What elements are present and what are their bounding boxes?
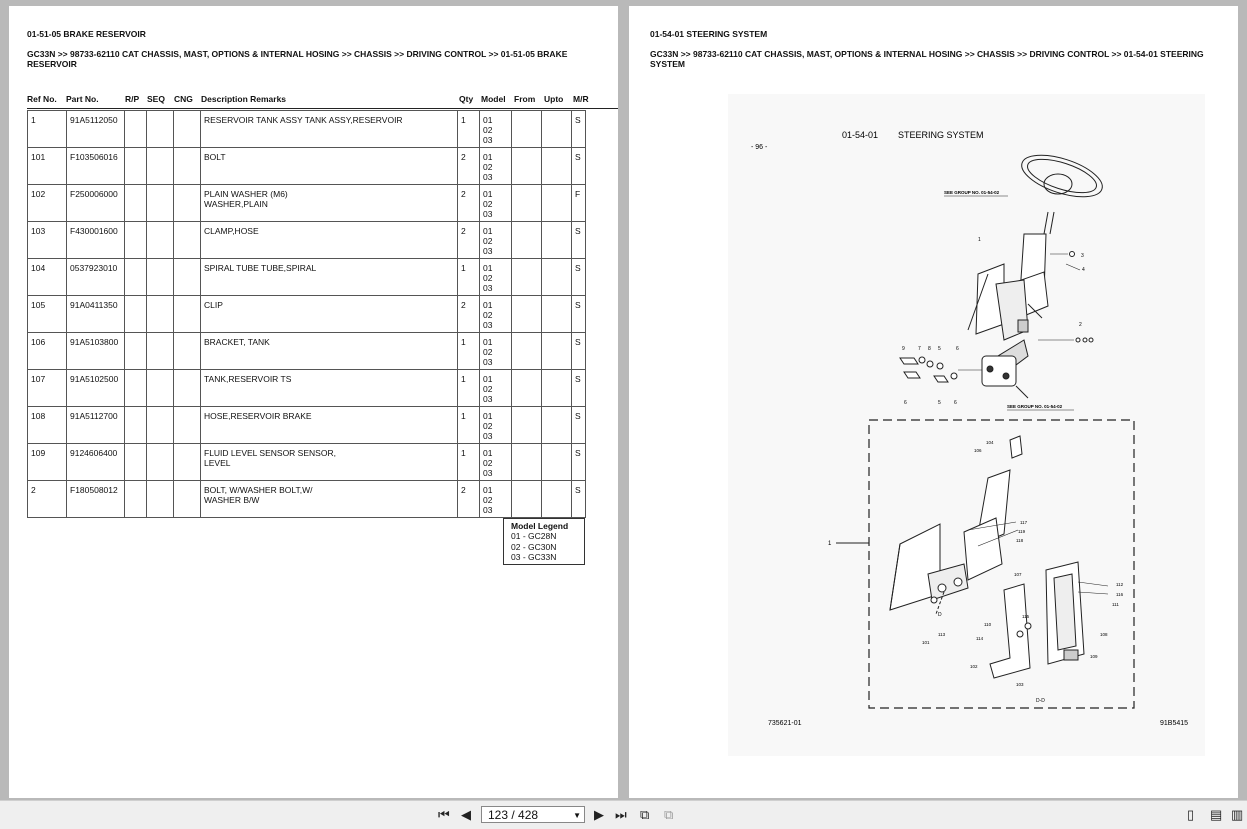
row-ref-no: 2 (28, 481, 67, 518)
callout: 106 (974, 448, 982, 453)
row-mr: S (572, 222, 586, 259)
callout: 116 (1116, 592, 1124, 597)
parts-table (27, 110, 586, 518)
section-label: D-D (1036, 698, 1045, 704)
cover-view-icon[interactable]: ▥ (1231, 807, 1244, 822)
col-seq: SEQ (147, 94, 165, 104)
col-from: From (514, 94, 536, 104)
row-upto (542, 370, 572, 407)
row-qty: 2 (458, 222, 480, 259)
row-qty: 1 (458, 259, 480, 296)
row-ref-no: 102 (28, 185, 67, 222)
callout: 1 (978, 237, 981, 243)
row-from (512, 444, 542, 481)
row-cng (174, 111, 201, 148)
callout: 6 (956, 346, 959, 352)
callout: 101 (922, 640, 930, 645)
row-upto (542, 444, 572, 481)
table-row (28, 407, 586, 444)
row-upto (542, 296, 572, 333)
row-rp (125, 111, 147, 148)
figure-page-number: - 96 - (751, 144, 768, 151)
table-row (28, 148, 586, 185)
row-cng (174, 407, 201, 444)
callout: 1 (828, 541, 832, 547)
page-indicator: 123 / 428 (488, 808, 539, 822)
row-seq (147, 444, 174, 481)
callout: 113 (938, 632, 946, 637)
continuous-view-icon[interactable]: ⧉ (640, 807, 650, 822)
row-models: 01 02 03 (480, 407, 512, 444)
row-cng (174, 444, 201, 481)
two-page-view-icon[interactable]: ▤ (1210, 807, 1223, 822)
figure-ref-left: 735621-01 (768, 720, 802, 727)
row-cng (174, 148, 201, 185)
chevron-down-icon: ▼ (573, 811, 581, 820)
row-from (512, 259, 542, 296)
row-models: 01 02 03 (480, 148, 512, 185)
row-cng (174, 333, 201, 370)
col-mr: M/R (573, 94, 589, 104)
row-part-no: F430001600 (67, 222, 125, 259)
row-description: TANK,RESERVOIR TS (201, 370, 458, 407)
table-row (28, 222, 586, 259)
row-cng (174, 370, 201, 407)
model-legend-item: 02 - GC30N (511, 541, 557, 552)
row-upto (542, 111, 572, 148)
row-ref-no: 106 (28, 333, 67, 370)
table-row (28, 481, 586, 518)
callout: 4 (1082, 267, 1085, 273)
row-from (512, 111, 542, 148)
col-part-no: Part No. (66, 94, 99, 104)
row-rp (125, 333, 147, 370)
row-from (512, 148, 542, 185)
callout: 9 (902, 346, 905, 352)
row-part-no: 9124606400 (67, 444, 125, 481)
row-ref-no: 103 (28, 222, 67, 259)
row-ref-no: 109 (28, 444, 67, 481)
callout: 115 (1022, 614, 1030, 619)
row-mr: S (572, 370, 586, 407)
row-models: 01 02 03 (480, 222, 512, 259)
row-part-no: 91A5103800 (67, 333, 125, 370)
callout: 110 (984, 622, 992, 627)
row-seq (147, 481, 174, 518)
row-upto (542, 185, 572, 222)
callout: 117 (1020, 520, 1028, 525)
row-description: CLIP (201, 296, 458, 333)
row-description: BOLT, W/WASHER BOLT,W/ WASHER B/W (201, 481, 458, 518)
row-seq (147, 222, 174, 259)
col-rp: R/P (125, 94, 140, 104)
callout: 103 (1016, 682, 1024, 687)
row-part-no: 91A5102500 (67, 370, 125, 407)
row-qty: 2 (458, 481, 480, 518)
right-page-heading: 01-54-01 STEERING SYSTEM (650, 29, 768, 39)
row-cng (174, 185, 201, 222)
row-upto (542, 407, 572, 444)
page-number-select[interactable] (481, 806, 585, 823)
next-page-icon[interactable]: ▶ (594, 807, 604, 822)
row-from (512, 296, 542, 333)
last-page-icon[interactable]: ⏭ (615, 807, 627, 822)
row-mr: S (572, 296, 586, 333)
row-description: HOSE,RESERVOIR BRAKE (201, 407, 458, 444)
row-models: 01 02 03 (480, 259, 512, 296)
single-page-view-icon[interactable]: ▯ (1187, 807, 1195, 822)
callout: 119 (1018, 529, 1026, 534)
model-legend-title: Model Legend (511, 521, 569, 531)
row-qty: 1 (458, 370, 480, 407)
row-rp (125, 481, 147, 518)
row-rp (125, 370, 147, 407)
table-row (28, 185, 586, 222)
header-rule (27, 108, 618, 109)
row-ref-no: 1 (28, 111, 67, 148)
row-models: 01 02 03 (480, 444, 512, 481)
row-rp (125, 222, 147, 259)
row-description: CLAMP,HOSE (201, 222, 458, 259)
callout: 118 (1016, 538, 1024, 543)
row-part-no: F250006000 (67, 185, 125, 222)
row-qty: 1 (458, 444, 480, 481)
row-ref-no: 108 (28, 407, 67, 444)
row-seq (147, 259, 174, 296)
row-description: BRACKET, TANK (201, 333, 458, 370)
row-rp (125, 259, 147, 296)
col-upto: Upto (544, 94, 564, 104)
callout: 6 (904, 400, 907, 406)
row-cng (174, 296, 201, 333)
table-row (28, 333, 586, 370)
first-page-icon[interactable]: ⏮ (438, 807, 450, 822)
row-rp (125, 407, 147, 444)
row-ref-no: 105 (28, 296, 67, 333)
row-mr: S (572, 259, 586, 296)
figure-code: 01-54-01 (842, 130, 879, 140)
row-ref-no: 101 (28, 148, 67, 185)
row-models: 01 02 03 (480, 111, 512, 148)
left-breadcrumb-path: GC33N >> 98733-62110 CAT CHASSIS, MAST, OPTIONS & INTERNAL HOSING >> CHASSIS >> DRIVING CONTROL >> 01-51-05 BRAKE RESERVOIR (27, 49, 568, 69)
viewer-toolbar (0, 800, 1247, 829)
row-part-no: F103506016 (67, 148, 125, 185)
row-rp (125, 185, 147, 222)
left-page-heading: 01-51-05 BRAKE RESERVOIR (27, 29, 146, 39)
col-description: Description Remarks (201, 94, 287, 104)
row-upto (542, 259, 572, 296)
row-description: BOLT (201, 148, 458, 185)
row-description: FLUID LEVEL SENSOR SENSOR, LEVEL (201, 444, 458, 481)
row-description: RESERVOIR TANK ASSY TANK ASSY,RESERVOIR (201, 111, 458, 148)
row-from (512, 333, 542, 370)
row-ref-no: 107 (28, 370, 67, 407)
prev-page-icon[interactable]: ◀ (461, 807, 471, 822)
row-mr: S (572, 111, 586, 148)
row-seq (147, 185, 174, 222)
row-mr: S (572, 407, 586, 444)
row-part-no: F180508012 (67, 481, 125, 518)
row-part-no: 0537923010 (67, 259, 125, 296)
row-seq (147, 148, 174, 185)
col-ref-no: Ref No. (27, 94, 57, 104)
row-part-no: 91A0411350 (67, 296, 125, 333)
row-qty: 2 (458, 185, 480, 222)
table-row (28, 370, 586, 407)
callout: 107 (1014, 572, 1022, 577)
row-ref-no: 104 (28, 259, 67, 296)
steering-column-drawing (900, 234, 1093, 398)
callout: 5 (938, 400, 941, 406)
callout: 7 (918, 346, 921, 352)
callout: 5 (938, 346, 941, 352)
row-models: 01 02 03 (480, 296, 512, 333)
row-rp (125, 148, 147, 185)
row-from (512, 481, 542, 518)
row-qty: 1 (458, 111, 480, 148)
table-row (28, 259, 586, 296)
figure-ref-right: 91B5415 (1160, 720, 1189, 727)
row-from (512, 185, 542, 222)
right-page (629, 6, 1238, 798)
row-models: 01 02 03 (480, 333, 512, 370)
row-seq (147, 111, 174, 148)
see-group-label-1: SEE GROUP NO. 01-54-02 (944, 190, 1000, 195)
steering-wheel-drawing (1017, 147, 1107, 234)
row-seq (147, 333, 174, 370)
row-mr: S (572, 444, 586, 481)
table-row (28, 111, 586, 148)
model-legend (503, 518, 585, 565)
row-rp (125, 296, 147, 333)
row-qty: 2 (458, 296, 480, 333)
col-model: Model (481, 94, 506, 104)
callout: 109 (1090, 654, 1098, 659)
row-models: 01 02 03 (480, 185, 512, 222)
callout: 6 (954, 400, 957, 406)
row-mr: S (572, 148, 586, 185)
row-upto (542, 333, 572, 370)
table-row (28, 444, 586, 481)
callout: 8 (928, 346, 931, 352)
figure-title: STEERING SYSTEM (898, 130, 984, 140)
model-legend-item: 03 - GC33N (511, 551, 557, 562)
row-models: 01 02 03 (480, 481, 512, 518)
see-group-label-2: SEE GROUP NO. 01-54-02 (1007, 404, 1063, 409)
model-legend-item: 01 - GC28N (511, 531, 557, 542)
row-description: PLAIN WASHER (M6) WASHER,PLAIN (201, 185, 458, 222)
table-row (28, 296, 586, 333)
row-seq (147, 370, 174, 407)
row-cng (174, 259, 201, 296)
row-mr: F (572, 185, 586, 222)
callout: D (938, 612, 942, 618)
row-models: 01 02 03 (480, 370, 512, 407)
row-qty: 1 (458, 333, 480, 370)
row-from (512, 407, 542, 444)
left-page (9, 6, 618, 798)
callout: 114 (976, 636, 984, 641)
row-from (512, 370, 542, 407)
steering-system-diagram (728, 94, 1205, 756)
row-part-no: 91A5112050 (67, 111, 125, 148)
row-part-no: 91A5112700 (67, 407, 125, 444)
callout: 102 (970, 664, 978, 669)
row-seq (147, 296, 174, 333)
row-upto (542, 222, 572, 259)
facing-view-icon[interactable]: ⧉ (664, 807, 674, 822)
col-qty: Qty (459, 94, 474, 104)
callout: 3 (1081, 253, 1084, 259)
row-qty: 2 (458, 148, 480, 185)
row-upto (542, 148, 572, 185)
row-rp (125, 444, 147, 481)
row-from (512, 222, 542, 259)
row-qty: 1 (458, 407, 480, 444)
callout: 108 (1100, 632, 1108, 637)
row-upto (542, 481, 572, 518)
callout: 2 (1079, 322, 1082, 328)
row-description: SPIRAL TUBE TUBE,SPIRAL (201, 259, 458, 296)
row-seq (147, 407, 174, 444)
callout: 112 (1116, 582, 1124, 587)
right-breadcrumb-path: GC33N >> 98733-62110 CAT CHASSIS, MAST, OPTIONS & INTERNAL HOSING >> CHASSIS >> DRIVING CONTROL >> 01-54-01 STEERING SYSTEM (650, 49, 1204, 69)
row-cng (174, 222, 201, 259)
col-cng: CNG (174, 94, 193, 104)
row-cng (174, 481, 201, 518)
row-mr: S (572, 333, 586, 370)
callout: 111 (1112, 602, 1119, 607)
callout: 104 (986, 440, 994, 445)
row-mr: S (572, 481, 586, 518)
